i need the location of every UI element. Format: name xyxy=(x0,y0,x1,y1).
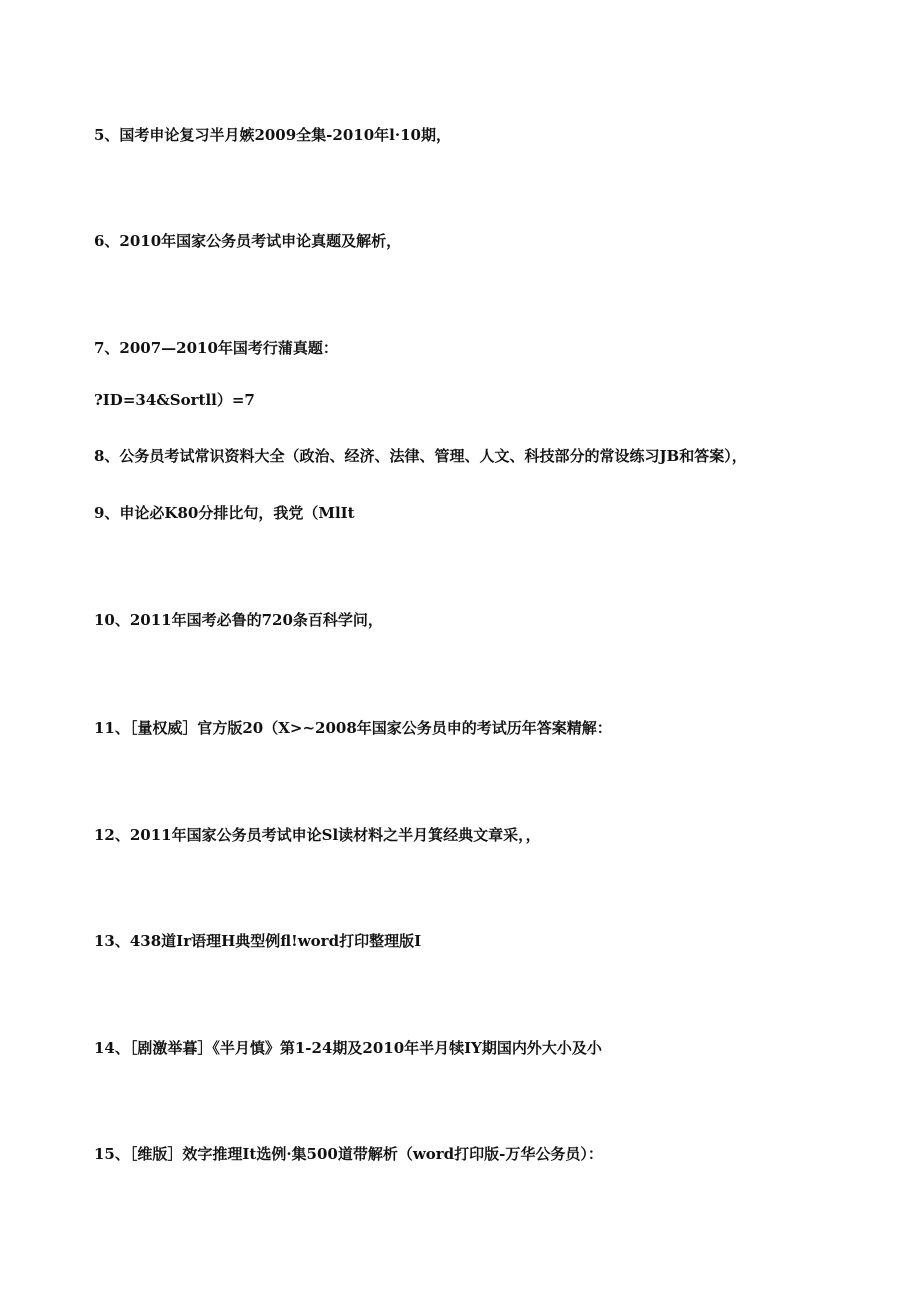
list-item: 11、［量权威］官方版20（X>~2008年国家公务员申的考试历年答案精解： xyxy=(94,719,612,737)
list-item: 6、2010年国家公务员考试申论真题及解析， xyxy=(94,232,402,250)
list-item: 15、［维版］效字推理It选例·集500道带解析（word打印版-万华公务员）： xyxy=(94,1145,603,1163)
list-item: 13、438道Ir语理H典型例fl!word打印整理版I xyxy=(94,932,422,950)
list-item: 9、申论必K80分排比句，我党（MlIt xyxy=(94,504,355,522)
list-item: 5、国考申论复习半月嫉2009全集-2010年l·10期， xyxy=(94,126,451,144)
list-item: 14、［剧激举暮］《半月慎》第1-24期及2010年半月犊IY期国内外大小及小 xyxy=(94,1039,602,1057)
list-item: 7、2007—2010年国考行蒲真题： xyxy=(94,339,338,357)
list-item: 8、公务员考试常识资料大全（政治、经济、法律、管理、人文、科技部分的常设练习JB和答案）， xyxy=(94,447,747,465)
list-item: 12、2011年国家公务员考试申论Sl读材料之半月箕经典文章采，， xyxy=(94,826,541,844)
list-item: 10、2011年国考必鲁的720条百科学问， xyxy=(94,611,383,629)
list-item: ?ID=34&Sortll）=7 xyxy=(94,391,255,409)
